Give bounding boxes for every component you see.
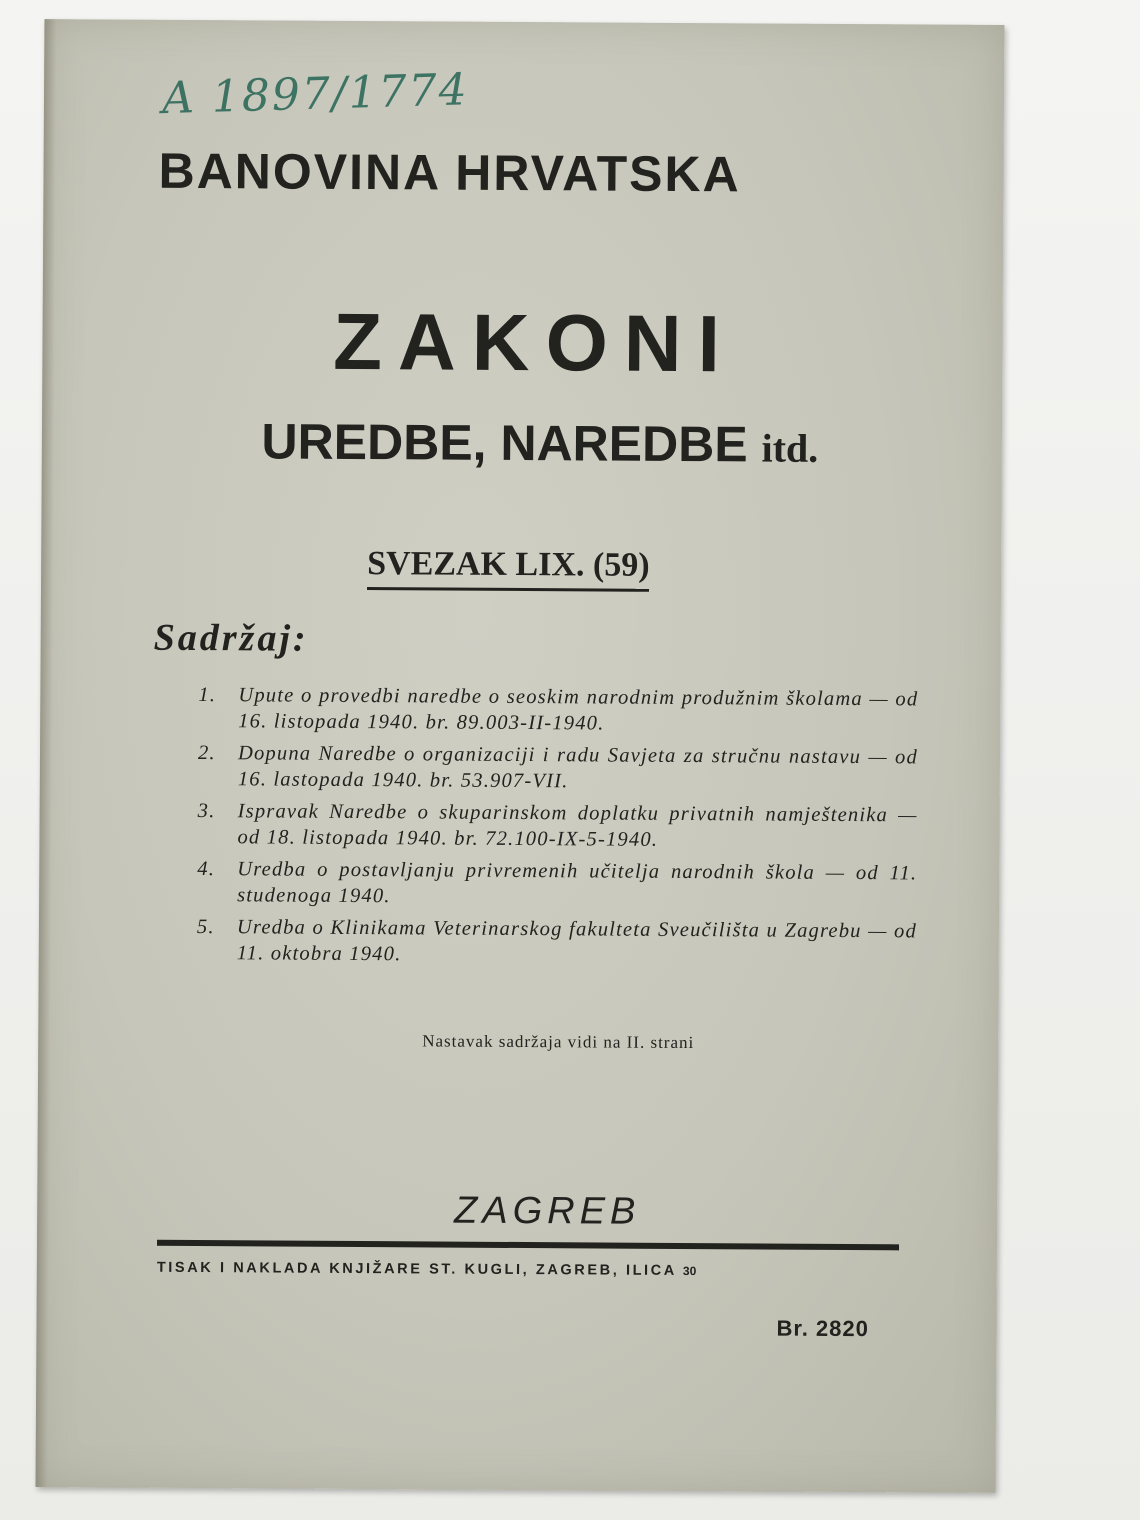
issue-number: Br. 2820 bbox=[776, 1315, 869, 1342]
list-item bbox=[198, 740, 918, 796]
document-title: ZAKONI bbox=[332, 296, 737, 389]
subtitle-main: UREDBE, NAREDBE bbox=[261, 413, 748, 473]
pamphlet-cover bbox=[36, 19, 1005, 1493]
list-item bbox=[197, 914, 917, 970]
document-subtitle bbox=[160, 412, 920, 475]
item-number: 5. bbox=[196, 916, 215, 939]
item-text: Upute o provedbi naredbe o seoskim narodnim produžnim školama — od 16. listopada 1940. br. 89.003-II-1940. bbox=[238, 684, 919, 735]
handwritten-catalog-note: A 1897/1774 bbox=[161, 64, 470, 125]
subtitle-suffix: itd. bbox=[761, 425, 819, 471]
item-text: Uredba o postavljanju privremenih učitelja narodnih škola — od 11. studenoga 1940. bbox=[237, 858, 918, 908]
item-number: 3. bbox=[197, 800, 216, 823]
contents-list bbox=[197, 682, 919, 976]
item-number: 1. bbox=[198, 684, 217, 707]
continuation-note: Nastavak sadržaja vidi na II. strani bbox=[422, 1031, 695, 1053]
item-number: 2. bbox=[197, 742, 216, 765]
issuer-heading: BANOVINA HRVATSKA bbox=[158, 142, 741, 203]
list-item bbox=[197, 856, 917, 912]
item-text: Dopuna Naredbe o organizaciji i radu Savjeta za stručnu nastavu — od 16. lastopada 1940. br. 53.907-VII. bbox=[237, 742, 919, 793]
printer-street-number: 30 bbox=[682, 1264, 697, 1279]
item-number: 4. bbox=[197, 858, 216, 881]
city-name: ZAGREB bbox=[453, 1189, 641, 1233]
footer-rule bbox=[157, 1240, 899, 1251]
item-text: Ispravak Naredbe o skuparinskom doplatku privatnih namještenika — od 18. listopada 1940. br. 72.100-IX-5-1940. bbox=[237, 800, 918, 851]
list-item bbox=[197, 798, 917, 854]
printer-name: TISAK I NAKLADA KNJIŽARE ST. KUGLI, ZAGREB, ILICA bbox=[156, 1259, 677, 1279]
item-text: Uredba o Klinikama Veterinarskog fakulteta Sveučilišta u Zagrebu — od 11. oktobra 1940. bbox=[236, 916, 918, 966]
volume-number: SVEZAK LIX. (59) bbox=[367, 545, 650, 592]
contents-heading: Sadržaj: bbox=[153, 616, 309, 660]
printer-line bbox=[157, 1260, 907, 1281]
list-item bbox=[198, 682, 918, 738]
